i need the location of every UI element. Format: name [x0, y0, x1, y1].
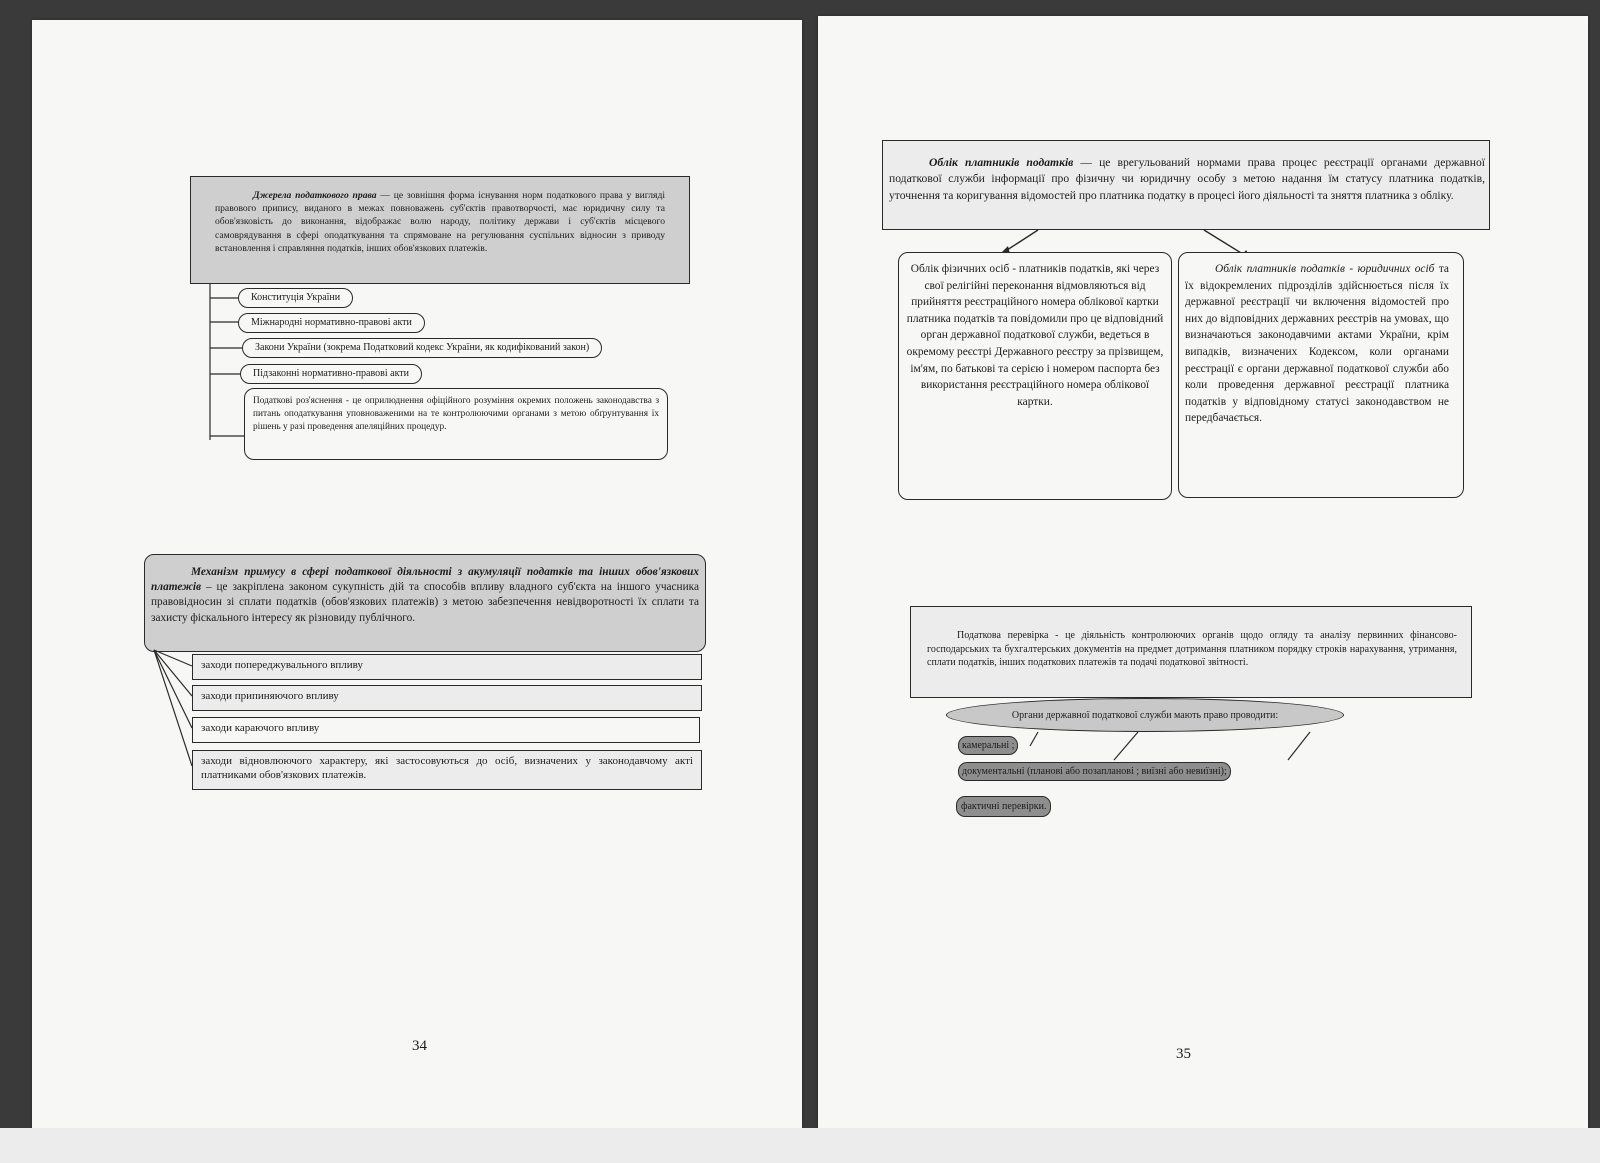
taxpayer-registration-definition [882, 140, 1490, 230]
coercion-mechanism-text [151, 565, 699, 626]
audit-type-documentary: документальні (планові або позапланові ; виїзні або невиїзні); [958, 762, 1231, 781]
legal-entities-registration-box [1178, 252, 1464, 498]
individuals-registration-text: Облік фізичних осіб - платників податків, які через свої релігійні переконання відмовляються від прийняття реєстраційного номера облікової картки платника податків та повідомили про це відповідний орган державної податкової служби, ведеться в окремому реєстрі Державного реєстру за прізвищем, ім'ям, по батькові та серією і номером паспорта без використання реєстраційного номера облікової картки. [906, 263, 1164, 408]
source-item-tax-clarifications [244, 388, 668, 460]
tax-law-sources-definition [190, 176, 690, 284]
legal-entities-registration-text [1185, 261, 1449, 427]
legal-entities-term: Облік платників податків - юридичних осіб [1215, 263, 1435, 275]
audit-type-desk: камеральні ; [958, 736, 1018, 755]
scan-bottom-margin [0, 1128, 1600, 1163]
source-item-constitution: Конституція України [238, 288, 353, 308]
source-item-international-acts: Міжнародні нормативно-правові акти [238, 313, 425, 333]
taxpayer-registration-body: — це врегульований нормами права процес реєстрації органами державної податкової служби інформації про фізичну чи юридичну особу з метою надання їм статусу платника податків, уточнення та коригування відомостей про платника податку в процесі його діяльності та зняття платника з обліку. [889, 156, 1485, 202]
measure-restorative: заходи відновлюючого характеру, які застосовуються до осіб, визначених у законодавчому акті платниками обов'язкових платежів. [192, 750, 702, 790]
tax-law-sources-body: — це зовнішня форма існування норм податкового права у вигляді правового припису, виданого в межах повноважень суб'єктів правотворчості, має юридичну силу та обов'язковість до виконання, відображає волю народу, політику держави і суб'єктів місцевого самоврядування в сфері оподаткування та спрямоване на регулювання суспільних відносин з приводу встановлення і справляння податків, інших обов'язкових платежів. [215, 190, 665, 254]
page-number-right: 35 [1176, 1046, 1191, 1062]
coercion-mechanism-term: Механізм примусу в сфері податкової діяльності з акумуляції податків та інших обов'язкових платежів [151, 566, 699, 594]
tax-clarifications-text: Податкові роз'яснення - це оприлюднення офіційного розуміння окремих положень законодавства з питань оподаткування уповноваженими на те контролюючими органами з метою обґрунтування їх рішень у разі проведення апеляційних процедур. [253, 396, 659, 432]
source-item-bylaws: Підзаконні нормативно-правові акти [240, 364, 422, 384]
tax-law-sources-text [215, 189, 665, 255]
audit-type-actual: фактичні перевірки. [956, 796, 1051, 817]
coercion-mechanism-body: – це закріплена законом сукупність дій та способів впливу владного суб'єкта на іншого учасника правовідносин зі сплати податків (обов'язкових платежів) з метою забезпечення невідворотності їх сплати та захисту фіскального інтересу як різновиду публічного. [151, 581, 699, 624]
coercion-mechanism-definition [144, 554, 706, 652]
left-page [32, 20, 802, 1128]
page-number-left: 34 [412, 1038, 427, 1054]
individuals-registration-box [898, 252, 1172, 500]
tax-law-sources-term: Джерела податкового права [253, 190, 377, 201]
taxpayer-registration-term: Облік платників податків [929, 156, 1074, 169]
measure-suppressive: заходи припиняючого впливу [192, 685, 702, 711]
source-item-laws: Закони України (зокрема Податковий кодекс України, як кодифікований закон) [242, 338, 602, 358]
measure-punitive: заходи караючого впливу [192, 717, 700, 743]
right-page [818, 16, 1588, 1128]
authorities-right-ellipse: Органи державної податкової служби мають право проводити: [946, 698, 1344, 732]
legal-entities-body: та їх відокремлених підрозділів здійснюється після їх державної реєстрації чи включення відомостей про них до відповідних державних реєстрів на умовах, що визначаються законодавчими актами України, крім випадків, визначених Кодексом, коли органами реєстрації є органи державної податкової служби або коли проведення державної реєстрації платника податків у відповідному статусі законодавством не передбачається. [1185, 263, 1449, 425]
taxpayer-registration-text [889, 155, 1485, 204]
tax-audit-text: Податкова перевірка - це діяльність контролюючих органів щодо огляду та аналізу первинних фінансово-господарських та бухгалтерських документів на предмет дотримання платником порядку строків нарахування, утримання, сплати податків, інших податкових платежів та подачі податкової звітності. [927, 630, 1457, 669]
measure-preventive: заходи попереджувального впливу [192, 654, 702, 680]
tax-audit-definition [910, 606, 1472, 698]
